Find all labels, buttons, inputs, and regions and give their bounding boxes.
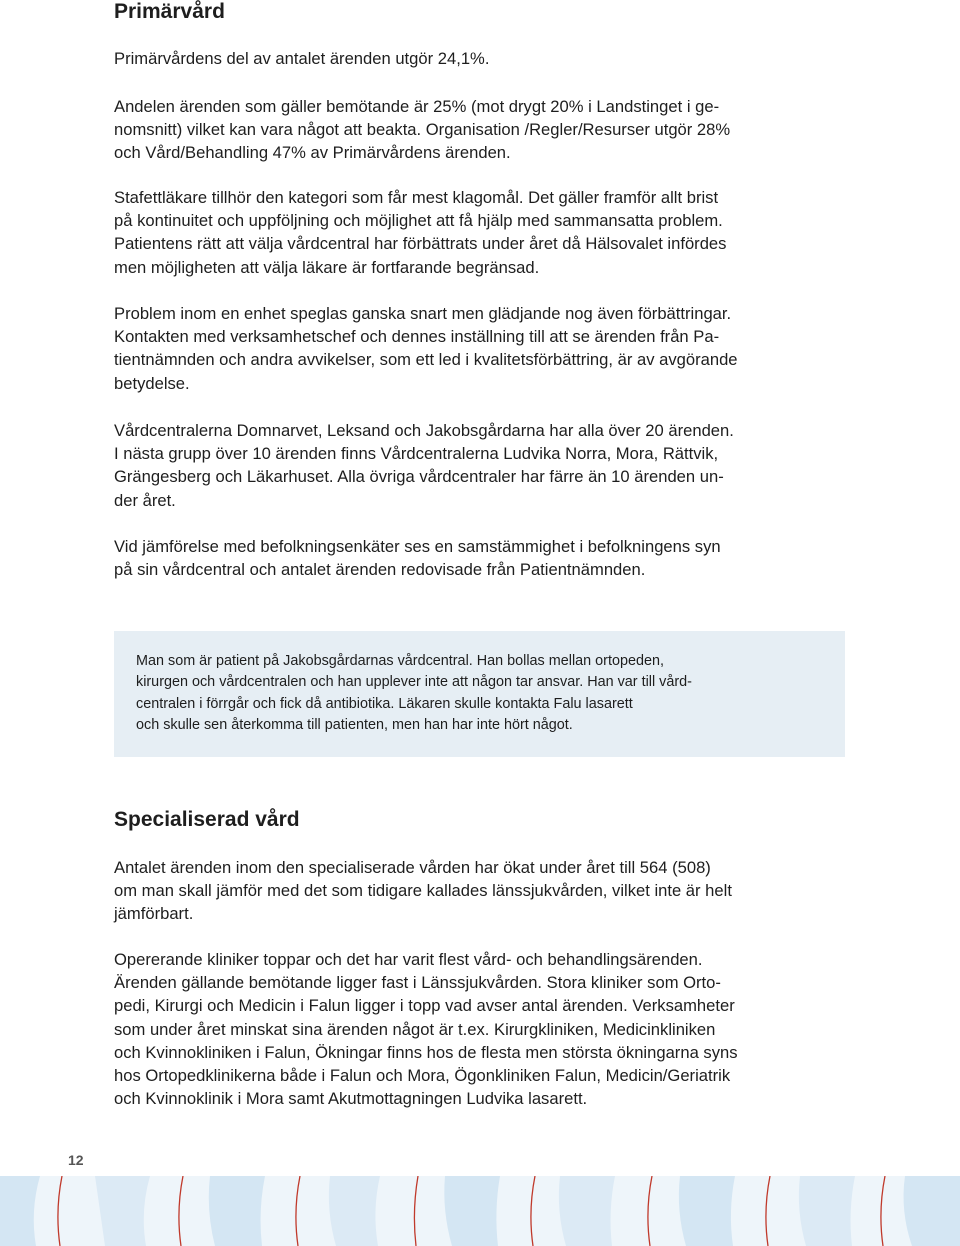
- text-line: Vårdcentralerna Domnarvet, Leksand och Jakobsgårdarna har alla över 20 ärenden.: [114, 421, 734, 440]
- text-line: men möjligheten att välja läkare är fortfarande begränsad.: [114, 257, 540, 277]
- paragraph-specialized-count: [114, 856, 844, 926]
- text-line: Kontakten med verksamhetschef och dennes inställning till att se ärenden från Pa-: [114, 327, 720, 347]
- text-line: och Kvinnokliniken i Falun, Ökningar finns hos de flesta men största ökningarna syns: [114, 1042, 738, 1062]
- text-line: Patientens rätt att välja vårdcentral har förbättrats under året då Hälsovalet infördes: [114, 234, 727, 254]
- case-example-box: [114, 631, 845, 757]
- text-line: på kontinuitet och uppföljning och möjlighet att få hjälp med sammansatta problem.: [114, 211, 723, 231]
- paragraph-health-centres: [114, 419, 844, 512]
- text-line: och Kvinnoklinik i Mora samt Akutmottagningen Ludvika lasarett.: [114, 1089, 588, 1109]
- text-line: betydelse.: [114, 373, 190, 393]
- text-line: I nästa grupp över 10 ärenden finns Vårdcentralerna Ludvika Norra, Mora, Rättvik,: [114, 444, 719, 464]
- text-line: tientnämnden och andra avvikelser, som ett led i kvalitetsförbättring, är av avgörande: [114, 350, 738, 370]
- paragraph-treatment-share: [114, 95, 844, 165]
- text-line: och Vård/Behandling 47% av Primärvårdens ärenden.: [114, 143, 511, 163]
- text-line: Man som är patient på Jakobsgårdarnas vårdcentral. Han bollas mellan ortopeden,: [136, 653, 664, 669]
- text-line: centralen i förrgår och fick då antibiotika. Läkaren skulle kontakta Falu lasarett: [136, 695, 633, 712]
- case-example-text: [136, 651, 692, 737]
- paragraph-primary-share: [114, 47, 844, 70]
- text-line: der året.: [114, 490, 176, 510]
- text-line: nomsnitt) vilket kan vara något att beakta. Organisation /Regler/Resurser utgör 28%: [114, 120, 731, 140]
- text-line: Opererande kliniker toppar och det har varit flest vård- och behandlingsärenden.: [114, 950, 703, 969]
- text-line: Andelen ärenden som gäller bemötande är 25% (mot drygt 20% i Landstinget i ge-: [114, 97, 720, 116]
- decorative-footer-band: [0, 1176, 960, 1246]
- text-line: som under året minskat sina ärenden något är t.ex. Kirurgkliniken, Medicinkliniken: [114, 1019, 716, 1039]
- paragraph-unit-problems: [114, 302, 844, 395]
- text-line: jämförbart.: [114, 904, 194, 924]
- text-line: Grängesberg och Läkarhuset. Alla övriga vårdcentraler har färre än 10 ärenden un-: [114, 467, 724, 487]
- paragraph-operating-clinics: [114, 948, 844, 1110]
- text-line: Problem inom en enhet speglas ganska snart men glädjande nog även förbättringar.: [114, 304, 732, 323]
- decorative-wave-pattern: [0, 1176, 960, 1246]
- text-line: Vid jämförelse med befolkningsenkäter ses en samstämmighet i befolkningens syn: [114, 537, 721, 556]
- paragraph-population-survey: [114, 535, 844, 581]
- text-line: Stafettläkare tillhör den kategori som får mest klagomål. Det gäller framför allt brist: [114, 188, 719, 207]
- section-heading-primary-care: Primärvård: [114, 0, 225, 23]
- text-line: på sin vårdcentral och antalet ärenden redovisade från Patientnämnden.: [114, 560, 646, 580]
- text-line: hos Ortopedklinikerna både i Falun och Mora, Ögonkliniken Falun, Medicin/Geriatrik: [114, 1066, 731, 1086]
- text-line: om man skall jämför med det som tidigare kallades länssjukvården, vilket inte är helt: [114, 881, 732, 901]
- text-line: Primärvårdens del av antalet ärenden utgör 24,1%.: [114, 49, 490, 68]
- page-number: 12: [68, 1152, 84, 1168]
- paragraph-relay-doctors: [114, 186, 844, 279]
- text-line: och skulle sen återkomma till patienten, men han har inte hört något.: [136, 717, 573, 734]
- text-line: pedi, Kirurgi och Medicin i Falun ligger i topp vad avser antal ärenden. Verksamheter: [114, 996, 735, 1016]
- text-line: Ärenden gällande bemötande ligger fast i Länssjukvården. Stora kliniker som Orto-: [114, 973, 721, 993]
- section-heading-specialized-care: Specialiserad vård: [114, 808, 300, 831]
- text-line: Antalet ärenden inom den specialiserade vården har ökat under året till 564 (508): [114, 858, 711, 877]
- text-line: kirurgen och vårdcentralen och han upplever inte att någon tar ansvar. Han var till vård-: [136, 674, 692, 691]
